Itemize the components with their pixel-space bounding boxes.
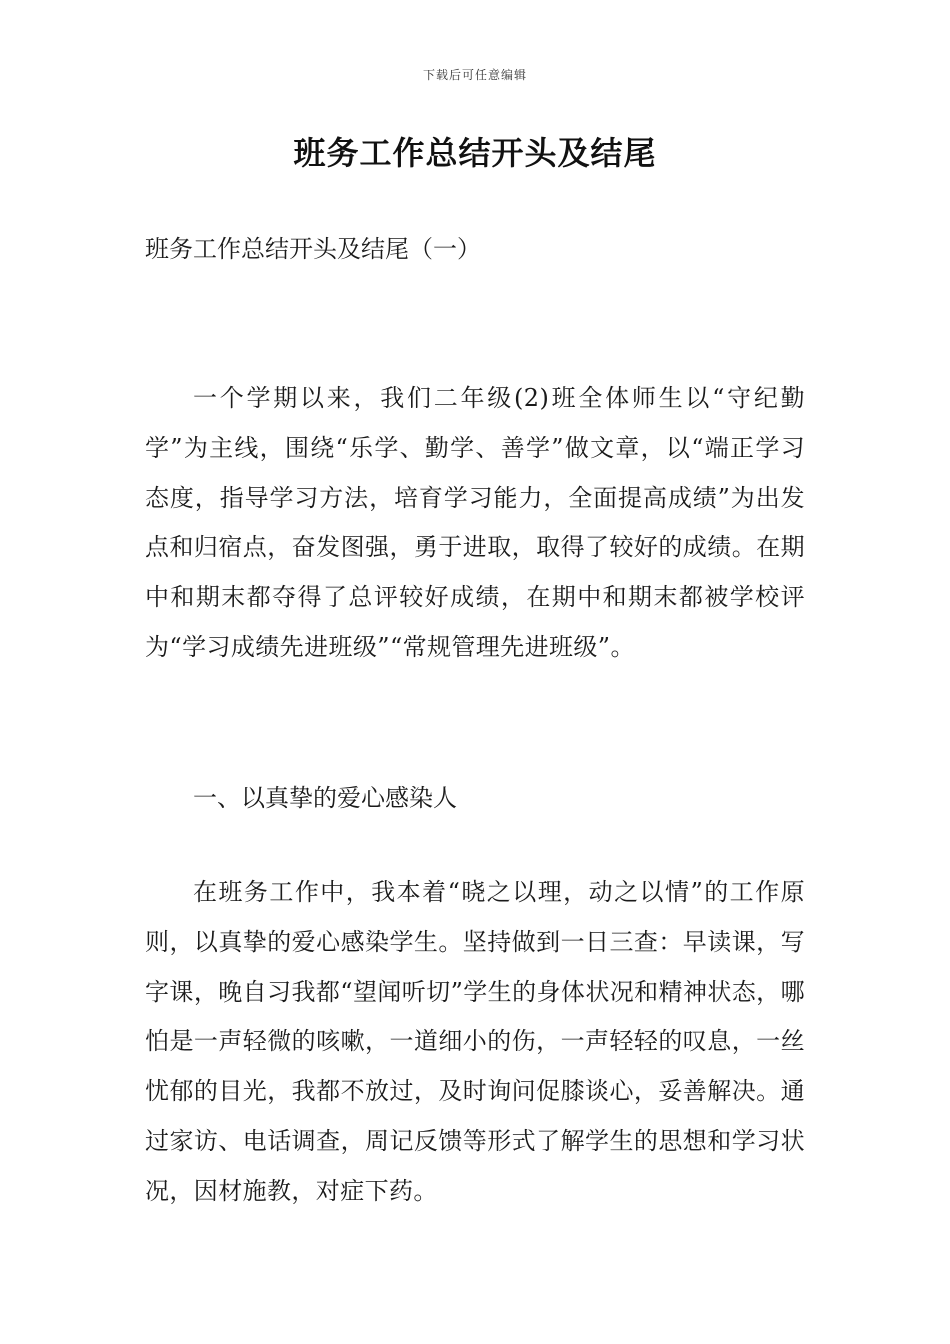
- intro-paragraph: 一个学期以来，我们二年级(2)班全体师生以“守纪勤学”为主线，围绕“乐学、勤学、善学”做文章，以“端正学习态度，指导学习方法，培育学习能力，全面提高成绩”为出发点和归宿点，奋发图强，勇于进取，取得了较好的成绩。在期中和期末都夺得了总评较好成绩，在期中和期末都被学校评为“学习成绩先进班级”“常规管理先进班级”。: [145, 384, 805, 661]
- section-heading: 一、以真挚的爱心感染人: [193, 784, 457, 812]
- document-subtitle: 班务工作总结开头及结尾（一）: [145, 235, 481, 263]
- document-title: 班务工作总结开头及结尾: [293, 134, 657, 172]
- header-note: 下载后可任意编辑: [422, 68, 527, 82]
- section-paragraph: 在班务工作中，我本着“晓之以理，动之以情”的工作原则，以真挚的爱心感染学生。坚持做到一日三查：早读课，写字课，晚自习我都“望闻听切”学生的身体状况和精神状态，哪怕是一声轻微的咳嗽，一道细小的伤，一声轻轻的叹息，一丝忧郁的目光，我都不放过，及时询问促膝谈心，妥善解决。通过家访、电话调查，周记反馈等形式了解学生的思想和学习状况，因材施教，对症下药。: [145, 878, 805, 1205]
